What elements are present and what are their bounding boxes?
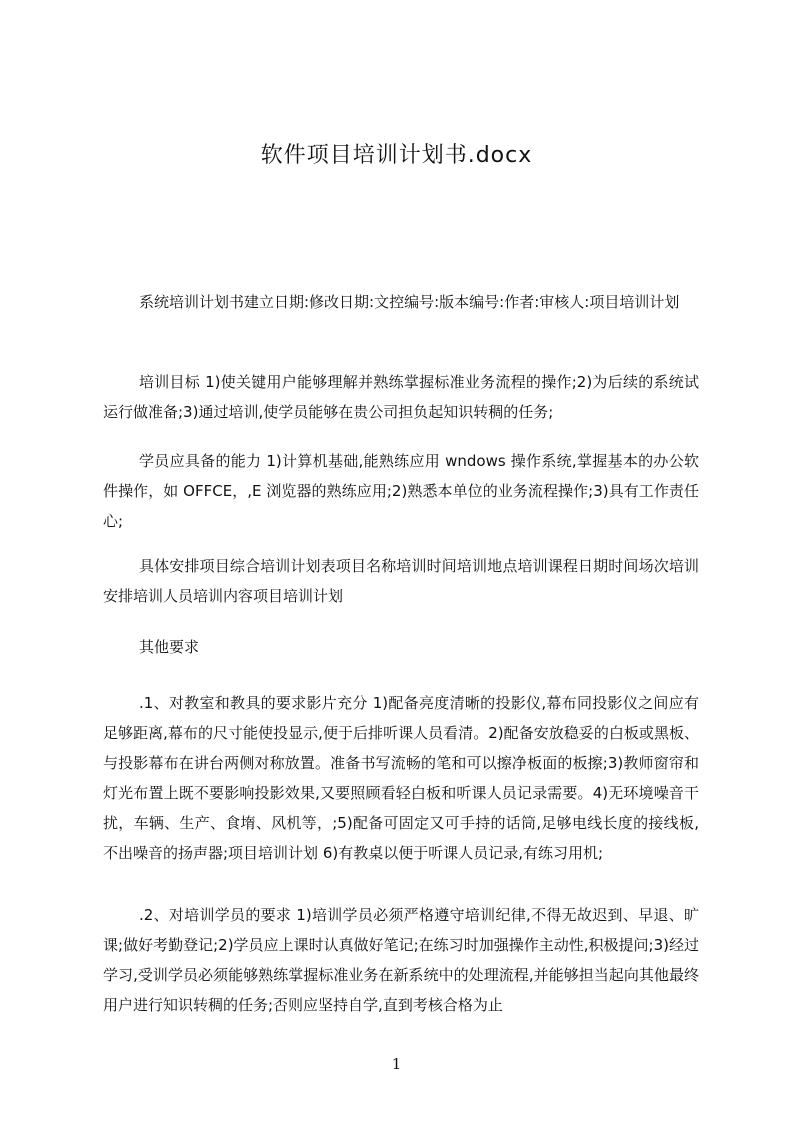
paragraph-trainee-requirements: .2、对培训学员的要求 1)培训学员必须严格遵守培训纪律,不得无故迟到、早退、旷课;做好考勤登记;2)学员应上课时认真做好笔记;在练习时加强操作主动性,积极提问;3)经过学习,受训学员必须能够熟练掌握标准业务在新系统中的处理流程,并能够担当起向其他最终用户进行知识转稠的任务;否则应坚持自学,直到考核合格为止	[103, 906, 699, 1014]
paragraph-plan-header: 系统培训计划书建立日期:修改日期:文控编号:版本编号:作者:审核人:项目培训计划	[139, 293, 680, 311]
paragraph-classroom-requirements: .1、对教室和教具的要求影片充分 1)配备亮度清晰的投影仪,幕布同投影仪之间应有足够距离,幕布的尺寸能使投显示,便于后排听课人员看清。2)配备安放稳妥的白板或黑板、与投影幕布在讲台两侧对称放置。准备书写流畅的笔和可以擦净板面的板擦;3)教师窗帘和灯光布置上既不要影响投影效果,又要照顾看轻白板和听课人员记录需要。4)无环境噪音干扰，车辆、生产、食堶、风机等，;5)配备可固定又可手持的话筒,足够电线长度的接线板,不出噪音的扬声器;项目培训计划 6)有教桌以便于听课人员记录,有练习用机;	[103, 694, 699, 862]
paragraph-other-requirements: 其他要求	[139, 638, 200, 656]
paragraph-trainee-abilities: 学员应具备的能力 1)计算机基础,能熟练应用 wndows 操作系统,掌握基本的办公软件操作，如 OFFCE，,E 浏览器的熟练应用;2)熟悉本单位的业务流程操作;3)具有工作责任心;	[103, 452, 699, 530]
page-number: 1	[391, 1055, 402, 1073]
paragraph-schedule: 具体安排项目综合培训计划表项目名称培训时间培训地点培训课程日期时间场次培训安排培训人员培训内容项目培训计划	[103, 557, 699, 605]
document-title: 软件项目培训计划书.docx	[260, 143, 533, 168]
paragraph-training-goals: 培训目标 1)使关键用户能够理解并熟练掌握标准业务流程的操作;2)为后续的系统试运行做准备;3)通过培训,使学员能够在贵公司担负起知识转稠的任务;	[103, 373, 699, 421]
